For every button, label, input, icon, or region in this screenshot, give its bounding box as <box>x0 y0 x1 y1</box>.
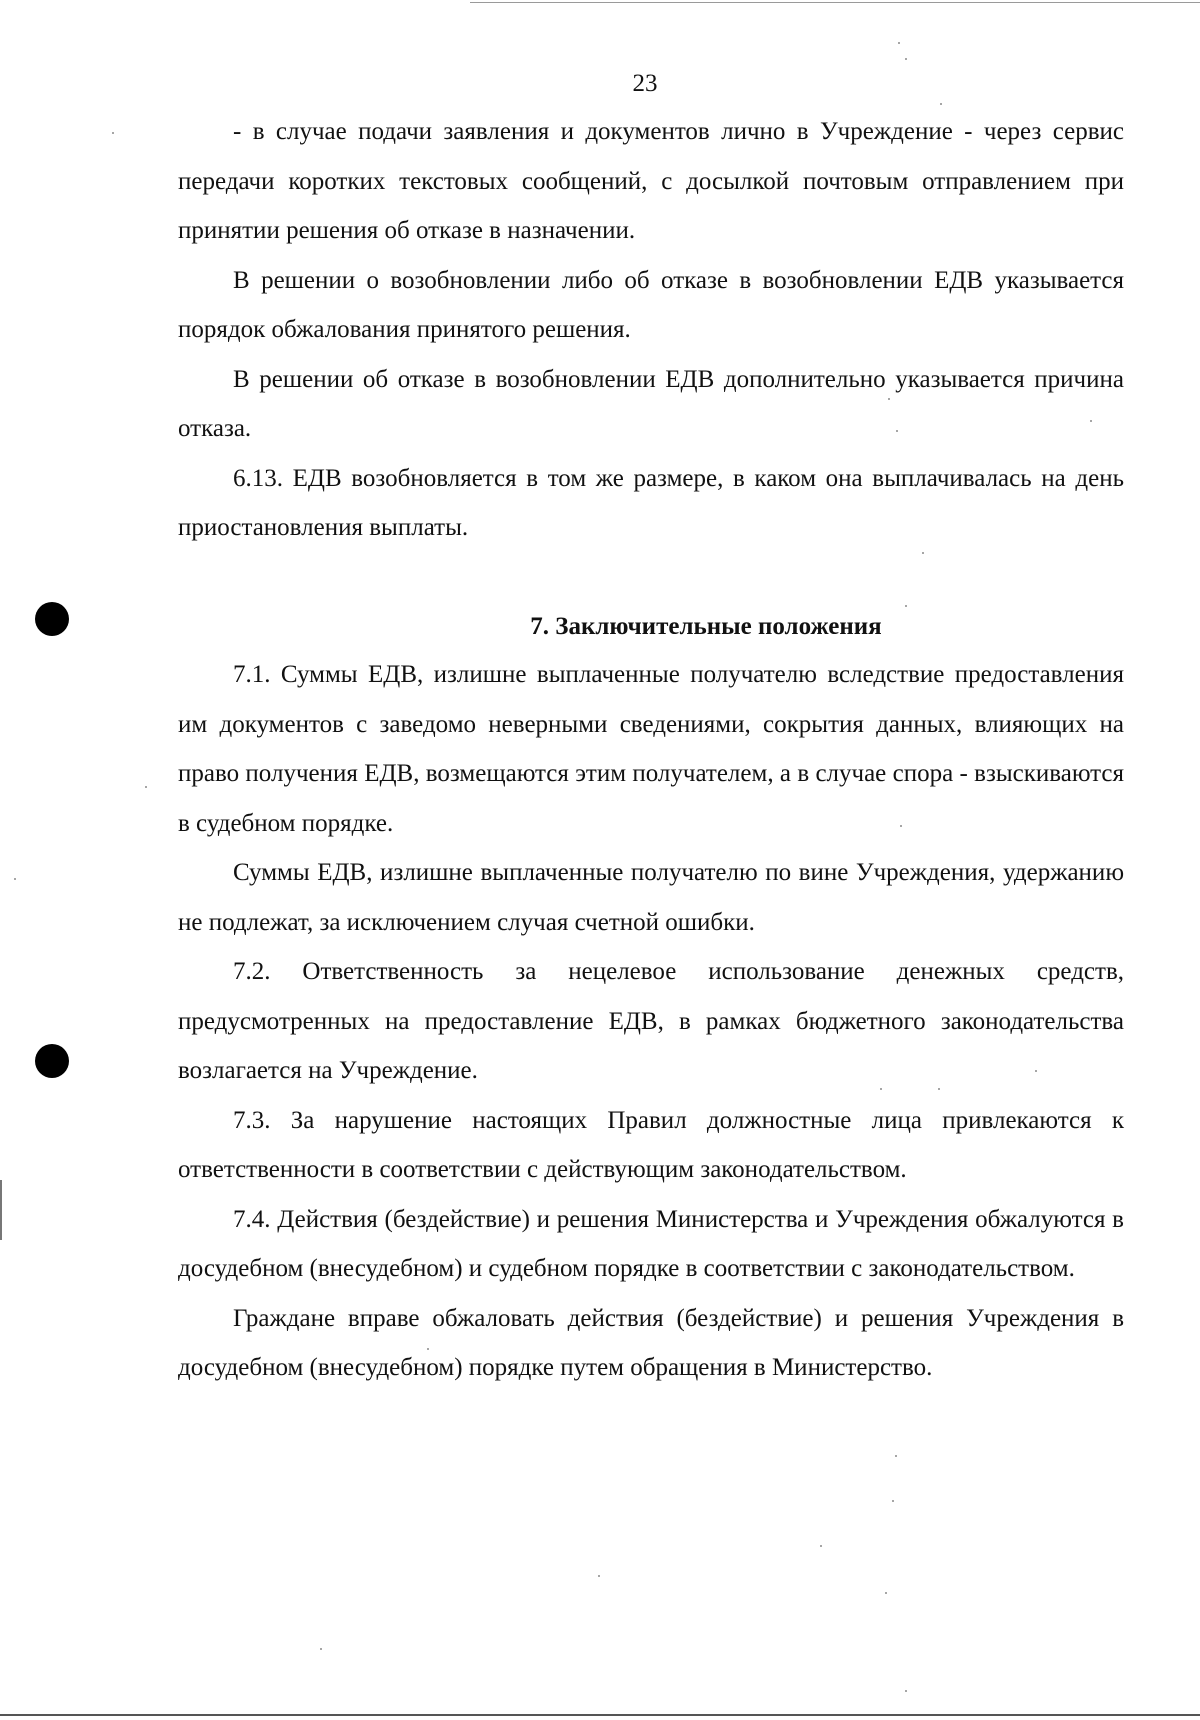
scan-speck <box>320 1648 322 1650</box>
scan-speck <box>940 103 942 105</box>
text-block-procedure <box>178 107 1124 553</box>
scan-edge-left <box>0 1180 2 1240</box>
scan-speck <box>1035 1070 1037 1072</box>
paragraph: Суммы ЕДВ, излишне выплаченные получателю по вине Учреждения, удержанию не подлежат, за исключением случая счетной ошибки. <box>178 859 1124 936</box>
scan-speck <box>898 42 900 44</box>
paragraph: 7.4. Действия (бездействие) и решения Министерства и Учреждения обжалуются в досудебном (внесудебном) и судебном порядке в соответствии с законодательством. <box>178 1205 1124 1282</box>
scan-speck <box>900 825 902 827</box>
scan-speck <box>598 1575 600 1577</box>
paragraph: Граждане вправе обжаловать действия (бездействие) и решения Учреждения в досудебном (внесудебном) порядке путем обращения в Министерство. <box>178 1304 1124 1381</box>
scan-speck <box>905 1690 907 1692</box>
section-heading: 7. Заключительные положения <box>530 613 882 640</box>
scan-speck <box>905 58 907 60</box>
text-block-final-provisions <box>178 650 1124 1393</box>
scan-speck <box>112 132 114 134</box>
scan-speck <box>1090 420 1092 422</box>
scan-speck <box>896 430 898 432</box>
page-number: 23 <box>632 70 658 97</box>
punch-hole <box>35 1044 69 1078</box>
paragraph: 6.13. ЕДВ возобновляется в том же размере, в каком она выплачивалась на день приостановления выплаты. <box>178 464 1124 541</box>
scan-speck <box>14 878 16 880</box>
paragraph: В решении об отказе в возобновлении ЕДВ дополнительно указывается причина отказа. <box>178 365 1124 442</box>
scan-edge-top <box>470 2 1200 3</box>
scan-speck <box>885 1592 887 1594</box>
scan-speck <box>892 1500 894 1502</box>
scan-speck <box>922 552 924 554</box>
paragraph: - в случае подачи заявления и документов лично в Учреждение - через сервис передачи коротких текстовых сообщений, с досылкой почтовым отправлением при принятии решения об отказе в назначении. <box>178 118 1124 244</box>
scan-speck <box>895 1455 897 1457</box>
paragraph: 7.3. За нарушение настоящих Правил должностные лица привлекаются к ответственности в соответствии с действующим законодательством. <box>178 1106 1124 1183</box>
paragraph: 7.1. Суммы ЕДВ, излишне выплаченные получателю вследствие предоставления им документов с заведомо неверными сведениями, сокрытия данных, влияющих на право получения ЕДВ, возмещаются этим получателем, а в случае спора - взыскиваются в судебном порядке. <box>178 661 1124 837</box>
punch-hole <box>35 602 69 636</box>
scan-edge-bottom <box>0 1714 1200 1716</box>
scan-speck <box>905 605 907 607</box>
scan-speck <box>880 1088 882 1090</box>
scan-speck <box>145 786 147 788</box>
scan-speck <box>888 398 890 400</box>
scan-speck <box>938 1088 940 1090</box>
scan-speck <box>820 1545 822 1547</box>
paragraph: В решении о возобновлении либо об отказе в возобновлении ЕДВ указывается порядок обжалования принятого решения. <box>178 266 1124 343</box>
paragraph: 7.2. Ответственность за нецелевое использование денежных средств, предусмотренных на предоставление ЕДВ, в рамках бюджетного законодательства возлагается на Учреждение. <box>178 958 1124 1084</box>
scan-speck <box>427 1348 429 1350</box>
